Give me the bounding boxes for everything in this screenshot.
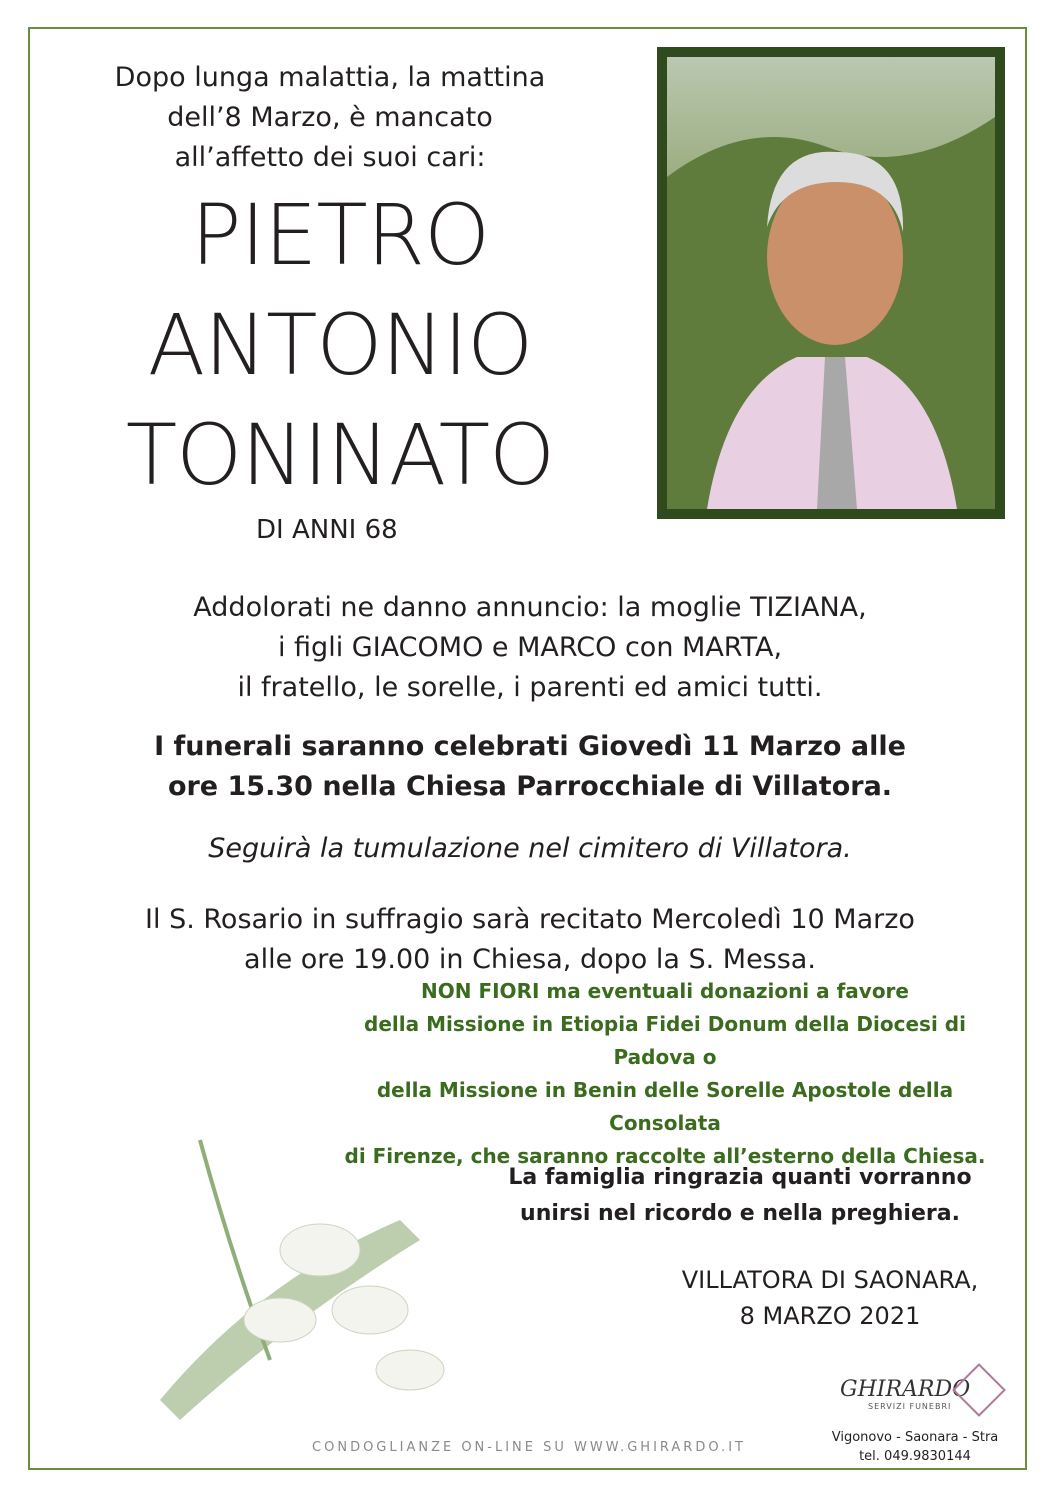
deceased-last-name: TONINATO bbox=[125, 406, 555, 504]
age-label: DI ANNI 68 bbox=[256, 515, 398, 545]
intro-text: Dopo lunga malattia, la mattina dell’8 Marzo, è mancato all’affetto dei suoi cari: bbox=[114, 62, 546, 173]
donation-request: NON FIORI ma eventuali donazioni a favore della Missione in Etiopia Fidei Donum della Diocesi di Padova o della Missione in Benin delle Sorelle Apostole della Consolata di Firenze, che saranno raccolte all’esterno della Chiesa. bbox=[344, 979, 986, 1168]
condolences-footer: CONDOGLIANZE ON-LINE SU WWW.GHIRARDO.IT bbox=[312, 1440, 746, 1455]
rosary-details: Il S. Rosario in suffragio sarà recitato Mercoledì 10 Marzo alle ore 19.00 in Chiesa, dopo la S. Messa. bbox=[145, 904, 915, 975]
deceased-first-name: PIETRO bbox=[190, 186, 490, 284]
burial-note: Seguirà la tumulazione nel cimitero di Villatora. bbox=[208, 833, 852, 864]
deceased-middle-name: ANTONIO bbox=[147, 296, 533, 394]
portrait-photo bbox=[657, 47, 1005, 519]
family-thanks: La famiglia ringrazia quanti vorranno unirsi nel ricordo e nella preghiera. bbox=[508, 1165, 972, 1226]
funeral-home-contacts: Vigonovo - Saonara - Stra tel. 049.9830144 bbox=[831, 1430, 999, 1464]
place-date: VILLATORA DI SAONARA, 8 MARZO 2021 bbox=[681, 1266, 979, 1330]
portrait-illustration bbox=[667, 57, 995, 509]
calla-lily-bouquet bbox=[140, 1100, 540, 1440]
ghirardo-logo: GHIRARDO SERVIZI FUNEBRI bbox=[840, 1377, 1010, 1411]
funeral-details: I funerali saranno celebrati Giovedì 11 Marzo alle ore 15.30 nella Chiesa Parrocchiale di Villatora. bbox=[154, 731, 906, 802]
announcement: Addolorati ne danno annuncio: la moglie TIZIANA, i figli GIACOMO e MARCO con MARTA, il fratello, le sorelle, i parenti ed amici tutti. bbox=[193, 592, 867, 703]
